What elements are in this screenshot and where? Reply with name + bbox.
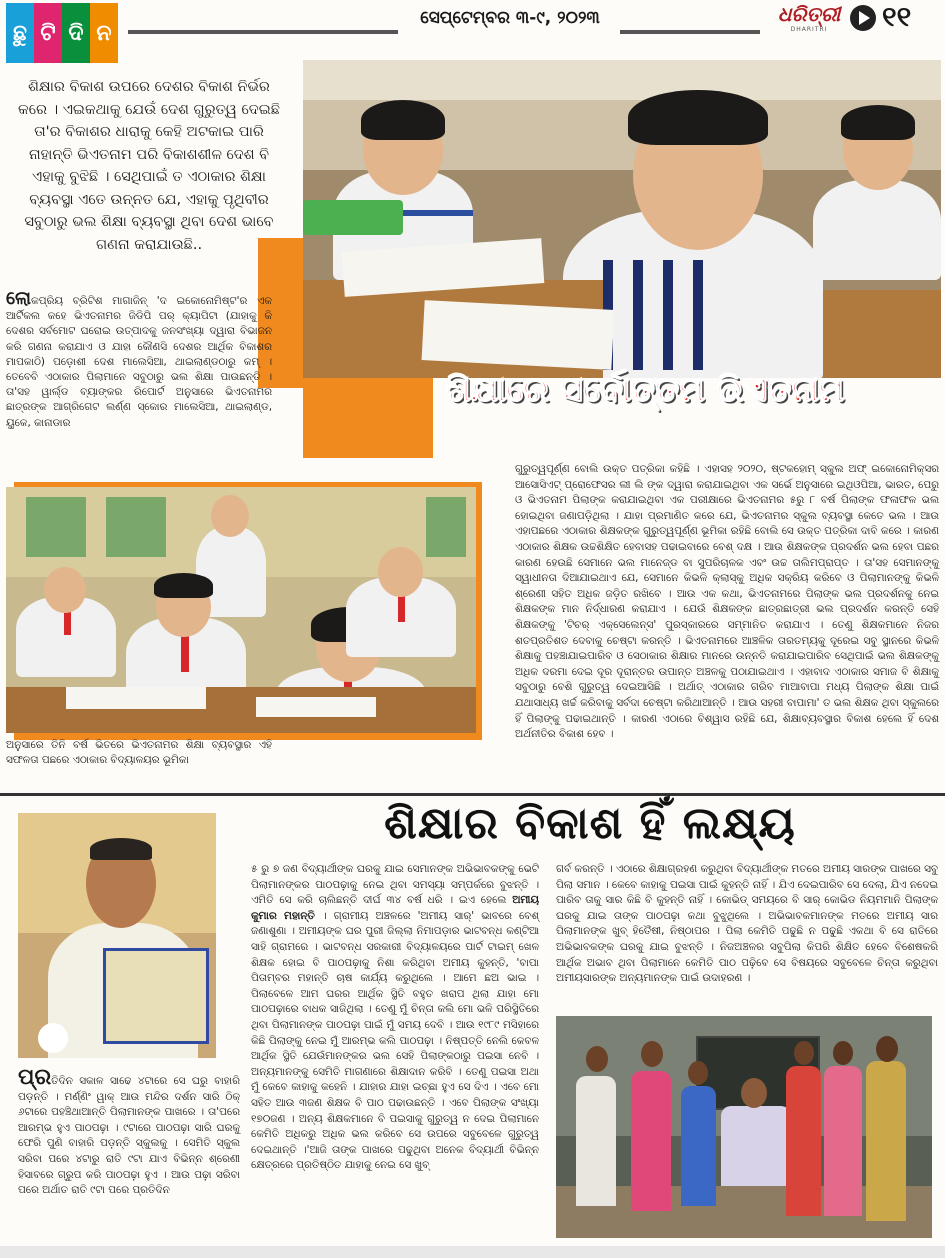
teacher-portrait (18, 813, 216, 1058)
students-group-photo (556, 1016, 932, 1238)
section-letter: ଛୁ (6, 3, 34, 63)
page-number: ୧୧ (882, 0, 912, 33)
section-logo (6, 3, 118, 63)
brand-sub: DHARITRI (790, 26, 828, 33)
section-letter: ଟି (34, 3, 62, 63)
story2-col2: ୫ ରୁ ୭ ଜଣ ବିଦ୍ୟାର୍ଥୀଙ୍କ ଘରକୁ ଯାଇ ସେମାନଙ୍କ ଅଭିଭାବକଙ୍କୁ ଭେଟି ପିଲାମାନଙ୍କର ପାଠପଢ଼ାକୁ ନେଇ ଥିବା ସମସ୍ୟା ସମ୍ପର୍କରେ ବୁଝନ୍ତି । ଏମିତି ସେ କରି ଚାଲିଛନ୍ତି ଦୀର୍ଘ ୩୪ ବର୍ଷ ଧରି । ଇଏ ହେଲେ ଅମୀୟ କୁମାର ମହାନ୍ତି । ଗ୍ରାମୀୟ ଅଞ୍ଚଳରେ 'ଅମୀୟ ସାର୍' ଭାବରେ ବେଶ୍ ଜଣାଶୁଣା । ଅମୀୟଙ୍କ ଘର ପୁରୀ ଜିଲ୍ଲା ନିମାପଡ଼ାର ଭାଟବନ୍ଧ କଣ୍ଟିଆ ସାହି ଗ୍ରାମରେ । ଭାଟବନ୍ଧ ସରକାରୀ ବିଦ୍ୟାଳୟରେ ପାର୍ଟ ଟାଇମ୍ ଖେଳ ଶିକ୍ଷକ ହୋଇ ବି ପାଠପଢ଼ାକୁ ନିଶା କରିଥିବା ଅମୀୟ କୁହନ୍ତି, 'ବାପା ପିତାମ୍ବର ମହାନ୍ତି ଚାଷ କାର୍ଯ୍ୟ କରୁଥିଲେ । ଆମେ ଛଅ ଭାଇ । ପିଲାବେଳେ ଆମ ଘରର ଆର୍ଥିକ ସ୍ଥିତି ବହୁତ ଖରାପ ଥିଲା ଯାହା ମୋ ପାଠପଢ଼ାରେ ବାଧକ ସାଜିଥିଲା । ତେଣୁ ମୁଁ ଚିନ୍ତା କଲି ମୋ ଭଳି ପରିସ୍ଥିତିରେ ଥିବା ପିଲାମାନଙ୍କ ପାଠପଢ଼ା ପାଇଁ ମୁଁ ସମୟ ଦେବି । ଆଉ ୧୯୮୯ ମସିହାରେ କିଛି ପିଲାଙ୍କୁ ନେଇ ମୁଁ ଆରମ୍ଭ କଲି ପାଠପଢ଼ା । ନିଷ୍ପତ୍ତି ନେଲି କେବଳ ଆର୍ଥିକ ସ୍ଥିତି ଯେଉଁମାନଙ୍କର ଭଲ ସେହି ପିଲାଙ୍କଠାରୁ ପଇସା ନେବି । ଅନ୍ୟମାନଙ୍କୁ ସେମିତି ମାଗଣାରେ ଶିକ୍ଷାଦାନ କରିବି । ତେଣୁ ପଇସା ଅଥା ମୁଁ କେବେ କାହାକୁ କହେନି । ଯାହାର ଯାହା ଇଚ୍ଛା ହୁଏ ସେ ଦିଏ । ଏବେ ମୋ ସହିତ ଆଉ ୩ଜଣ ଶିକ୍ଷକ ବି ପାଠ ପଢାଉଛନ୍ତି । ଏବେ ପିଲାଙ୍କ ସଂଖ୍ୟା ୧୭୦ଜଣ । ଅନ୍ୟ ଶିକ୍ଷକମାନେ ବି ପଇସାକୁ ଗୁରୁତ୍ୱ ନ ଦେଇ ପିଲାମାନେ କେମିତି ଅଧିକରୁ ଅଧିକ ଭଲ କରିବେ ସେ ଉପରେ ସବୁବେଳେ ଗୁରୁତ୍ୱ ଦେଇଥାନ୍ତି ।'ଆଜି ତାଙ୍କ ପାଖରେ ପଢୁଥିବା ଅନେକ ବିଦ୍ୟାର୍ଥୀ ବିଭିନ୍ନ କ୍ଷେତ୍ରରେ ପ୍ରତିଷ୍ଠିତ ଯାହାକୁ ନେଇ ସେ ଖୁବ୍ (251, 863, 539, 1172)
masthead (0, 0, 945, 66)
story2-col1: ପ୍ରତିଦିନ ସକାଳ ସାଢେ ୪ଟାରେ ସେ ଘରୁ ବାହାରି ପଡ଼ନ୍ତି । ମର୍ଣ୍ଣିଂ ୱାକ୍ ଆଉ ମନ୍ଦିର ଦର୍ଶନ ସାରି ଠିକ୍ ୬ଟାରେ ପହଞ୍ଚିଥାଆନ୍ତି ପିଲାମାନଙ୍କ ପାଖରେ । ତା'ପରେ ଆରମ୍ଭ ହୁଏ ପାଠପଢ଼ା । ୯ଟାରେ ପାଠପଢ଼ା ସାରି ଘରକୁ ଫେରି ପୁଣି ବାହାରି ପଡ଼ନ୍ତି ସ୍କୁଲକୁ । ସେମିତି ସ୍କୁଲ ସରିବା ପରେ ୪ଟାରୁ ରାତି ୯ଟା ଯାଏ ବିଭିନ୍ନ ଶ୍ରେଣୀ ହିସାବରେ ଗ୍ରୁପ କରି ପାଠପଢ଼ା ହୁଏ । ଆଉ ପଢ଼ା ସରିବା ପରେ ଅର୍ଥାତ ରାତି ୯ଟା ପରେ ପ୍ରତିଦିନ (18, 1065, 240, 1197)
section-letter: ନ (90, 3, 118, 63)
story1-headline: ଶିକ୍ଷାରେ ସର୍ବୋତ୍ତମ ଭିଏତନାମ (445, 370, 845, 410)
story1-intro: ଶିକ୍ଷାର ବିକାଶ ଉପରେ ଦେଶର ବିକାଶ ନିର୍ଭର କରେ । ଏଇକଥାକୁ ଯେଉଁ ଦେଶ ଗୁରୁତ୍ୱ ଦେଇଛି ତା'ର ବିକାଶର ଧାରାକୁ କେହି ଅଟକାଇ ପାରି ନାହାନ୍ତି ଭିଏତନାମ ପରି ବିକାଶଶୀଳ ଦେଶ ବି ଏହାକୁ ବୁଝିଛି । ସେଥିପାଇଁ ତ ଏଠାକାର ଶିକ୍ଷା ବ୍ୟବସ୍ଥା ଏତେ ଉନ୍ନତ ଯେ, ଏହାକୁ ପୃଥିବୀର ସବୁଠାରୁ ଭଲ ଶିକ୍ଷା ବ୍ୟବସ୍ଥା ଥିବା ଦେଶ ଭାବେ ଗଣନା କରାଯାଉଛି.. (18, 79, 280, 253)
bottom-rule (0, 1246, 945, 1258)
header-rule (128, 30, 398, 34)
play-icon (850, 5, 876, 31)
issue-date: ସେପ୍ଟେମ୍ବର ୩-୯, ୨୦୨୩ (420, 8, 600, 28)
drop-cap: ପ୍ର (18, 1065, 52, 1090)
section-divider (0, 793, 945, 796)
header-rule-right (620, 30, 760, 34)
story1-body-left: ଲୋକପ୍ରିୟ ବ୍ରିଟିଶ ମାଗାଜିନ୍ 'ଦ ଇକୋନୋମିଷ୍ଟ'ର ଏକ ଆର୍ଟିକଲ କହେ ଭିଏତନାମର ଜିଡିପି ପର୍ କ୍ୟାପିଟା (ଯାହାକୁ କି ଦେଶର ସର୍ବମୋଟ ଘରୋଇ ଉତ୍ପାଦକୁ ଜନସଂଖ୍ୟା ଦ୍ୱାରା ବିଭାଜନ କରି ଗଣନା କରାଯାଏ ଓ ଯାହା କୌଣସି ଦେଶର ଆର୍ଥିକ ବିକାଶର ମାପକାଠି) ପଡ଼ୋଶୀ ଦେଶ ମାଲେସିଆ, ଥାଇଲାଣ୍ଡଠାରୁ କମ୍ । ତେବେବି ଏଠାକାର ପିଲାମାନେ ସବୁଠାରୁ ଭଲ ଶିକ୍ଷା ପାଉଛନ୍ତି । ତା'ସହ ୱାର୍ଲ୍ଡ ବ୍ୟାଙ୍କର ରିପୋର୍ଟ ଅନୁସାରେ ଭିଏତନାମର ଛାତ୍ରଙ୍କ ଆଗ୍ରିଗେଟ ଲର୍ଣ୍ଣ ସ୍କୋର ମାଲେସିଆ, ଥାଇଲାଣ୍ଡ, ୟୁକେ, କାନାଡାର (6, 288, 272, 429)
story1-body-right: ଗୁରୁତ୍ୱପୂର୍ଣ୍ଣ ବୋଲି ଉକ୍ତ ପତ୍ରିକା କହିଛି । ଏହାସହ ୨୦୨୦, ଷ୍ଟକହୋମ୍ ସ୍କୁଲ ଅଫ୍ ଇକୋନୋମିକ୍ସର ଆସୋସିଏଟ୍ ପ୍ରୋଫେସର ଲୀ ଲି ଙ୍କ ଦ୍ୱାରା କରାଯାଇଥିବା ଏକ ସର୍ଭେ ଅନୁସାରେ ଇଥିଓପିଆ, ଭାରତ, ପେରୁ ଓ ଭିଏତନାମ ପିଲାଙ୍କ କରାଯାଇଥିବା ଏକ ପରୀକ୍ଷାରେ ଭିଏତନାମର ୫ରୁ ୮ ବର୍ଷ ପିଲାଙ୍କ ଫଳାଫଳ ଭଲ ହୋଇଥିବା ଜଣାପଡ଼ିଥିଲା । ଯାହା ପ୍ରମାଣିତ କରେ ଯେ, ଭିଏତନାମର ସ୍କୁଲ ବ୍ୟବସ୍ଥା କେତେ ଭଲ । ଆଉ ଏହାପଛରେ ଏଠାକାର ଶିକ୍ଷକଙ୍କ ଗୁରୁତ୍ୱପୂର୍ଣ୍ଣ ଭୂମିକା ରହିଛି ବୋଲି ସେ ଉକ୍ତ ପତ୍ରିକା ଦାବି କରେ । କାରଣ ଏଠାକାର ଶିକ୍ଷକ ଉଚ୍ଚଶିକ୍ଷିତ ହେବାସହ ପଢାଇବାରେ ବେଶ୍ ଦକ୍ଷ । ଆଉ ଶିକ୍ଷକଙ୍କ ପ୍ରଦର୍ଶନ ଭଲ ହେବା ପଛର କାରଣ ହେଉଛି ସେମାନେ ଭଲ ମାନେଜ୍ଡ ବା ସୁପରିଚାଳକ ଏବଂ ଉଚ୍ଚ ତାଲିମପ୍ରାପ୍ତ । ତା'ସହ ସେମାନଙ୍କୁ ସ୍ୱାଧୀନତା ଦିଆଯାଇଥାଏ ଯେ, ସେମାନେ କିଭଳି କ୍ଲାସ୍‌କୁ ଅଧିକ ସକ୍ରିୟ କରିବେ ଓ ପିଲାମାନଙ୍କୁ କିଭଳି ଶ୍ରେଣୀ ସହିତ ଅଧିକ ଜଡ଼ିତ ରଖିବେ । ଆଉ ଏକ କଥା, ଭିଏତନାମରେ ପିଲାଙ୍କ ଭଲ ପ୍ରଦର୍ଶନକୁ ନେଇ ଶିକ୍ଷକଙ୍କ ମାନ ନିର୍ଦ୍ଧାରଣ କରାଯାଏ । ଯେଉଁ ଶିକ୍ଷକଙ୍କ ଛାତ୍ରଛାତ୍ରୀ ଭଲ ପ୍ରଦର୍ଶନ କରନ୍ତି ସେହି ଶିକ୍ଷକଙ୍କୁ 'ଟିଚର୍ ଏକ୍ସେଲେନ୍ସ' ପୁରସ୍କାରରେ ସମ୍ମାନିତ କରାଯାଏ । ତେଣୁ ଶିକ୍ଷକମାନେ ନିଜର ଶତପ୍ରତିଶତ ଦେବାକୁ ଚେଷ୍ଟା କରନ୍ତି । ଭିଏତନାମରେ ଆଞ୍ଚଳିକ ତାରତମ୍ୟକୁ ଦୂରେଇ ସବୁ ସ୍ଥାନରେ କିଭଳି ଶିକ୍ଷାକୁ ପହଞ୍ଚାଯାଇପାରିବ ଓ ସେଠାକାର ଶିକ୍ଷାର ମାନରେ ଉନ୍ନତି କରାଯାଇପାରିବ ସେଥିପାଇଁ ଭଲ ଶିକ୍ଷକଙ୍କୁ ଅଧିକ ଦରମା ଦେଇ ଦୂର ଦୂରାନ୍ତର ଉପାନ୍ତ ଅଞ୍ଚଳକୁ ପଠାଯାଇଥାଏ । ଏହାବାଦ ଏଠାକାର ସମାଜ ବି ଶିକ୍ଷାକୁ ସବୁଠାରୁ ବେଶି ଗୁରୁତ୍ୱ ଦେଇଆସିଛି । ଅର୍ଥାତ୍ ଏଠାକାର ଗରିବ ମାଆବାପା ମଧ୍ୟ ପିଲାଙ୍କ ଶିକ୍ଷା ପାଇଁ ଯଥାସାଧ୍ୟ ଖର୍ଚ୍ଚ କରିବାକୁ ସର୍ବଦା ଚେଷ୍ଟା କରିଥାଆନ୍ତି । ଆଉ ସହରୀ ବାପାମା' ତ ଭଲ ଶିକ୍ଷକ ଥିବା ସ୍କୁଲରେ ହିଁ ପିଲାଙ୍କୁ ପଢାଇଥାନ୍ତି । କାରଣ ଏଠାରେ ବିଶ୍ୱାସ ରହିଛି ଯେ, ଶିକ୍ଷାବ୍ୟବସ୍ଥାର ବିକାଶ ହେଲେ ହିଁ ଦେଶ ଅର୍ଥନୀତିର ବିକାଶ ହେବ । (515, 463, 939, 741)
classroom-photo-middle (6, 487, 476, 733)
drop-cap: ଲୋ (6, 288, 32, 309)
story2-headline: ଶିକ୍ଷାର ବିକାଶ ହିଁ ଲକ୍ଷ୍ୟ (384, 798, 796, 849)
section-letter: ଦି (62, 3, 90, 63)
teacher-name: ଅମୀୟ କୁମାର ମହାନ୍ତି (251, 894, 539, 922)
brand-logo (774, 2, 844, 33)
photo-caption: ଅନୁସାରେ ତିନି ବର୍ଷ ଭିତରେ ଭିଏତନାମର ଶିକ୍ଷା ବ୍ୟବସ୍ଥାର ଏହି ସଫଳତା ପଛରେ ଏଠାକାର ବିଦ୍ୟାଳୟର ଭୂମିକା (6, 739, 272, 767)
story2-col3: ଗର୍ବ କରନ୍ତି । ଏଠାରେ ଶିକ୍ଷାଗ୍ରହଣ କରୁଥିବା ବିଦ୍ୟାର୍ଥୀଙ୍କ ମତରେ ଅମୀୟ ସାରଙ୍କ ପାଖରେ ସବୁ ପିଲା ସମାନ । କେବେ କାହାକୁ ପଇସା ପାଇଁ କୁହନ୍ତି ନାହିଁ । ଯିଏ ଦେଇପାରିବ ସେ ଦେଲା, ଯିଏ ନଦେଇ ପାରିବ ତାକୁ ସାର କିଛି ବି କୁହନ୍ତି ନାହିଁ । କୋଭିଡ୍ ସମୟରେ ବି ସାର୍ କୋଭିଡ ନିୟମମାନି ପିଲାଙ୍କ ଘରକୁ ଯାଇ ତାଙ୍କ ପାଠପଢ଼ା କଥା ବୁଝୁଥିଲେ । ଅଭିଭାବକମାନଙ୍କ ମତରେ ଅମୀୟ ସାର ପିଲାମାନଙ୍କ ଖୁବ୍ ହିତୈଷୀ, ନିଷ୍ଠାପର । ପିଲା କେମିତି ପଢୁଛି ନ ପଢୁଛି ଏକଥା ବି ସେ ରାତିରେ ଅଭିଭାବକଙ୍କ ଘରକୁ ଯାଇ ବୁଝନ୍ତି । ନିଜଅଞ୍ଚଳର ସବୁପିଲା କିପରି ଶିକ୍ଷିତ ହେବେ ବିଶେଷକରି ଆର୍ଥିକ ଅଭାବ ଥିବା ପିଲାମାନେ କେମିତି ପାଠ ପଢ଼ିବେ ସେ ବିଷୟରେ ସବୁବେଳେ ଚିନ୍ତା କରୁଥିବା ଅମୀୟସାରଙ୍କ ଅନ୍ୟମାନଙ୍କ ପାଇଁ ଉଦାହରଣ । (556, 863, 938, 985)
classroom-photo-top (303, 60, 941, 378)
brand-name: ଧରିତ୍ରୀ (777, 2, 841, 26)
